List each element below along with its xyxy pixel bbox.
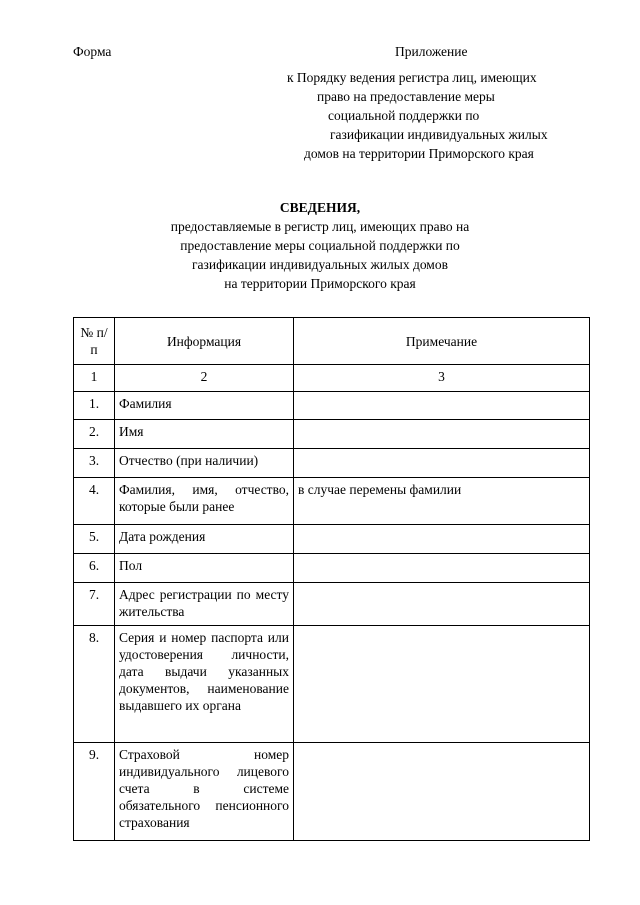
column-number: 1: [74, 365, 115, 392]
row-note: [294, 626, 590, 743]
row-number: 8.: [74, 626, 115, 743]
table-header-row: [74, 318, 590, 365]
info-table: [73, 317, 590, 841]
row-note: [294, 583, 590, 626]
appendix-line: право на предоставление меры: [317, 89, 495, 104]
row-info: Пол: [115, 554, 294, 583]
table-row: [74, 583, 590, 626]
row-number: 4.: [74, 478, 115, 525]
row-note: [294, 554, 590, 583]
appendix-line: домов на территории Приморского края: [304, 146, 534, 161]
heading-line: предоставляемые в регистр лиц, имеющих право на: [170, 219, 470, 234]
heading-line: на территории Приморского края: [224, 276, 416, 291]
column-header-note: Примечание: [294, 318, 590, 365]
table-row: [74, 420, 590, 449]
table-row: [74, 743, 590, 841]
row-info: Страховой номер индивидуального лицевого счета в системе обязательного пенсионного страхования: [115, 743, 294, 841]
row-info: Отчество (при наличии): [115, 449, 294, 478]
appendix-line: к Порядку ведения регистра лиц, имеющих: [287, 70, 537, 85]
row-note: [294, 392, 590, 420]
row-number: 9.: [74, 743, 115, 841]
column-numbers-row: [74, 365, 590, 392]
row-number: 6.: [74, 554, 115, 583]
row-note: [294, 420, 590, 449]
row-note: в случае перемены фамилии: [294, 478, 590, 525]
column-header-info: Информация: [115, 318, 294, 365]
row-info: Фамилия, имя, отчество, которые были ранее: [115, 478, 294, 525]
row-note: [294, 743, 590, 841]
row-info: Фамилия: [115, 392, 294, 420]
row-note: [294, 449, 590, 478]
table-row: [74, 525, 590, 554]
appendix-line: социальной поддержки по: [328, 108, 480, 123]
table-row: [74, 392, 590, 420]
appendix-line: газификации индивидуальных жилых: [330, 127, 548, 142]
column-number: 3: [294, 365, 590, 392]
document-heading: [0, 198, 640, 293]
form-label: Форма: [73, 44, 112, 59]
row-note: [294, 525, 590, 554]
row-number: 2.: [74, 420, 115, 449]
row-info: Имя: [115, 420, 294, 449]
heading-line: предоставление меры социальной поддержки по: [180, 238, 460, 253]
column-number: 2: [115, 365, 294, 392]
column-header-number: № п/п: [74, 318, 115, 365]
table-row: [74, 554, 590, 583]
appendix-text: [250, 68, 640, 163]
row-number: 7.: [74, 583, 115, 626]
appendix-title: Приложение: [395, 44, 468, 59]
table-row: [74, 626, 590, 743]
row-info: Дата рождения: [115, 525, 294, 554]
heading-title: СВЕДЕНИЯ,: [279, 200, 361, 215]
row-info: Серия и номер паспорта или удостоверения личности, дата выдачи указанных документов, наименование выдавшего их органа: [115, 626, 294, 743]
heading-line: газификации индивидуальных жилых домов: [192, 257, 448, 272]
row-number: 3.: [74, 449, 115, 478]
table-row: [74, 478, 590, 525]
row-number: 1.: [74, 392, 115, 420]
row-info: Адрес регистрации по месту жительства: [115, 583, 294, 626]
table-row: [74, 449, 590, 478]
info-table-wrapper: [73, 317, 589, 841]
row-number: 5.: [74, 525, 115, 554]
